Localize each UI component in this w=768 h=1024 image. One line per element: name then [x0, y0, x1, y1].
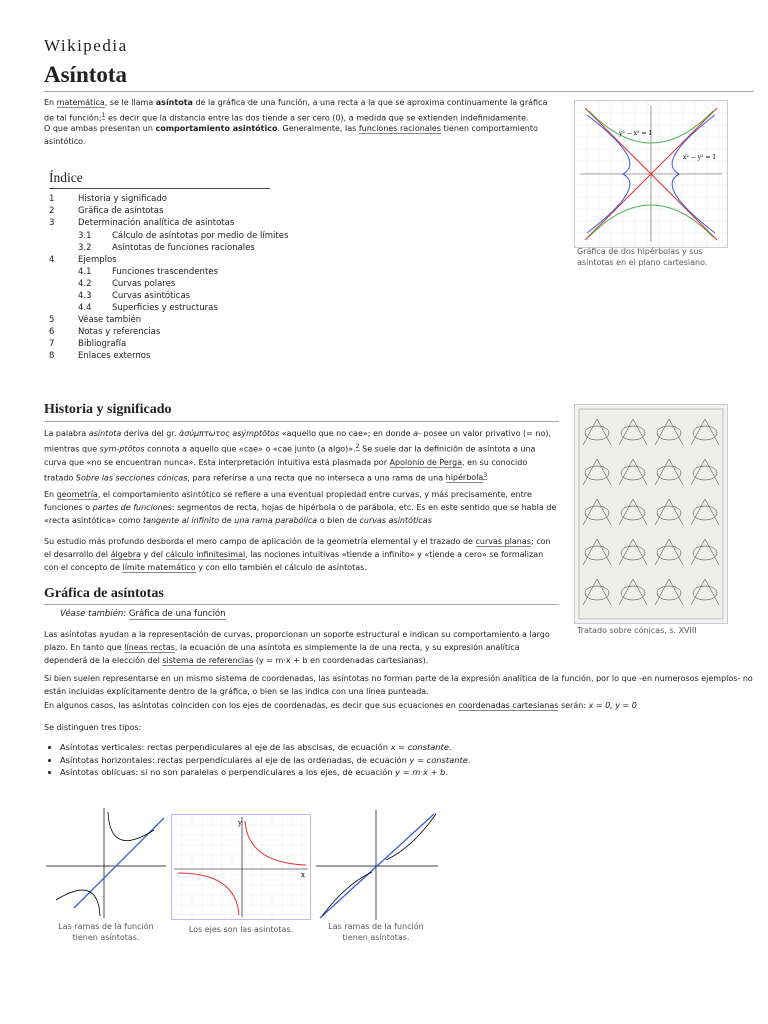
- title-divider: [44, 91, 754, 92]
- link-lineas-rectas[interactable]: líneas rectas: [124, 643, 175, 652]
- toc-item-label: Notas y referencias: [78, 326, 161, 337]
- conics-plate-image[interactable]: [574, 404, 728, 624]
- link-sistema-referencias[interactable]: sistema de referencias: [162, 656, 254, 665]
- historia-paragraph-1: La palabra asíntota deriva del gr. ἀσύμπτωτος asýmptōtos «aquello que no cae»; en donde a- posee un valor privativo (= no), mientras que sym-ptōtos connota a aquello que «cae» o «cae junto (a algo)».$^2$ Se suele dar la definición de asíntota a una curva que «no se encuentran nunca». Esta interpretación intuitiva está plasmada por Apolonio de Perga, en su conocido tratado Sobre las secciones cónicas, para referirse a una recta que no interseca a una rama de una hipérbola$^3$: [44, 429, 552, 483]
- link-calculo[interactable]: cálculo infinitesimal: [165, 550, 246, 559]
- page-title: Asíntota: [44, 62, 128, 87]
- wikipedia-logo[interactable]: Wikipedia: [44, 36, 128, 55]
- link-funciones-racionales[interactable]: funciones racionales: [358, 124, 442, 133]
- toc-title: Índice: [49, 170, 83, 185]
- toc-item-number: 3: [49, 218, 55, 229]
- link-matematica[interactable]: matemática: [56, 98, 105, 107]
- grafica-paragraph-3: En algunos casos, las asíntotas coinciden con los ejes de coordenadas, es decir que sus ecuaciones en coordenadas cartesianas serán: x = 0, y = 0: [44, 701, 637, 710]
- hyperbola-graph: [575, 101, 727, 247]
- section-divider: [44, 421, 559, 422]
- toc-item-number: 3.1: [78, 230, 92, 241]
- graph-1: [46, 808, 166, 918]
- table-of-contents: [49, 170, 309, 364]
- toc-divider: [49, 188, 270, 189]
- conics-caption: Tratado sobre cónicas, s. XVIII: [577, 626, 697, 635]
- toc-item-number: 4: [49, 254, 55, 265]
- toc-item[interactable]: [49, 194, 309, 206]
- toc-item-label: Asíntotas de funciones racionales: [112, 242, 255, 253]
- link-curvas-planas[interactable]: curvas planas: [475, 537, 531, 546]
- toc-item[interactable]: [49, 267, 309, 279]
- toc-item-label: Curvas asintóticas: [112, 290, 191, 301]
- toc-item-number: 4.4: [78, 302, 92, 313]
- figure-caption-1: Las ramas de la función tienen asíntotas.: [58, 922, 154, 942]
- list-item: • Asíntotas oblicuas: si no son paralelas o perpendiculares a los ejes, de ecuación y = m·x + b.: [60, 766, 470, 779]
- toc-item-label: Historia y significado: [78, 194, 167, 204]
- link-grafica-funcion[interactable]: Gráfica de una función: [128, 609, 226, 619]
- toc-item-number: 3.2: [78, 242, 92, 253]
- figure-caption-2: Los ejes son las asíntotas.: [188, 925, 294, 934]
- graph-3: [316, 810, 438, 920]
- toc-item-number: 7: [49, 339, 55, 350]
- graph-2: [172, 815, 310, 919]
- toc-item[interactable]: [49, 206, 309, 218]
- toc-item[interactable]: [49, 218, 309, 230]
- toc-item[interactable]: [49, 291, 309, 303]
- toc-item-label: Cálculo de asíntotas por medio de límites: [112, 230, 289, 241]
- ref-2[interactable]: 2: [355, 443, 360, 450]
- toc-item[interactable]: [49, 231, 309, 243]
- toc-item-number: 6: [49, 326, 55, 337]
- see-also-note: Véase también: Gráfica de una función: [60, 609, 226, 619]
- grafica-paragraph-4: Se distinguen tres tipos:: [44, 723, 142, 732]
- toc-item-label: Curvas polares: [112, 278, 176, 289]
- vertical-oblique-asymptote-figure[interactable]: [46, 808, 166, 918]
- list-item: • Asíntotas verticales: rectas perpendiculares al eje de las abscisas, de ecuación x = constante.: [60, 741, 470, 754]
- link-coordenadas-cartesianas[interactable]: coordenadas cartesianas: [458, 701, 559, 710]
- toc-item[interactable]: [49, 339, 309, 351]
- toc-item-label: Determinación analítica de asíntotas: [78, 218, 235, 229]
- toc-item-number: 1: [49, 194, 55, 204]
- toc-item[interactable]: [49, 255, 309, 267]
- asymptote-types-list: [48, 741, 470, 779]
- link-geometria[interactable]: geometría: [56, 490, 98, 499]
- equation-label-1: y² − x² = 1: [619, 130, 653, 137]
- toc-item-label: Superficies y estructuras: [112, 302, 218, 313]
- intro-paragraph-1: En matemática, se le llama asíntota de la gráfica de una función, a una recta a la que se aproxima continuamente la gráfica de tal función;$^1$ es decir que la distancia entre las dos tiende a ser cero (0), a medida que se extienden indefinidamente.: [44, 98, 548, 123]
- section-divider: [44, 604, 559, 605]
- intro-paragraph-2: O que ambas presentan un comportamiento asintótico. Generalmente, las funciones racionales tienen comportamiento asintótico.: [44, 124, 538, 146]
- historia-paragraph-2: En geometría, el comportamiento asintótico se refiere a una eventual propiedad entre curvas, y más precisamente, entre funciones o partes de funciones: segmentos de recta, hojas de hipérbola o de parábola, etc. Es en este sentido que se habla de «recta asintótica» como tangente al infinito de una rama parabólica o bien de curvas asintóticas: [44, 490, 557, 525]
- section-heading-historia: Historia y significado: [44, 402, 172, 417]
- link-algebra[interactable]: álgebra: [110, 550, 141, 559]
- toc-item-label: Véase también: [78, 314, 142, 325]
- toc-item-number: 4.1: [78, 266, 92, 277]
- toc-item[interactable]: [49, 315, 309, 327]
- x-axis-label: x: [301, 871, 305, 879]
- grafica-paragraph-2: Si bien suelen representarse en un mismo sistema de coordenadas, las asíntotas no forman parte de la expresión analítica de la función, por lo que -en numerosos ejemplos- no están incluidas explícitamente dentro de la gráfica, o bien se las indica con una línea punteada.: [44, 674, 753, 696]
- equation-label-2: x² − y² = 1: [683, 154, 717, 161]
- link-apolonio[interactable]: Apolonio de Perga: [389, 457, 462, 467]
- ref-3[interactable]: 3: [483, 471, 488, 479]
- link-limite[interactable]: límite matemático: [122, 563, 196, 572]
- toc-item[interactable]: [49, 327, 309, 339]
- toc-item[interactable]: [49, 303, 309, 315]
- toc-item[interactable]: [49, 351, 309, 363]
- toc-item[interactable]: [49, 243, 309, 255]
- list-item: • Asíntotas horizontales: rectas perpendiculares al eje de las ordenadas, de ecuación y = constante.: [60, 754, 470, 767]
- toc-item-label: Funciones trascendentes: [112, 266, 218, 277]
- toc-item-number: 2: [49, 206, 55, 217]
- toc-item-number: 4.3: [78, 290, 92, 301]
- toc-item-label: Gráfica de asíntotas: [78, 206, 164, 217]
- figure-caption-3: Las ramas de la función tienen asíntotas.: [328, 922, 424, 942]
- ref-1[interactable]: 1: [101, 112, 106, 119]
- toc-item-label: Ejemplos: [78, 254, 117, 265]
- toc-item[interactable]: [49, 279, 309, 291]
- y-axis-label: y: [238, 819, 242, 827]
- grafica-paragraph-1: Las asíntotas ayudan a la representación de curvas, proporcionan un soporte estructural e indican su comportamiento a largo plazo. En tanto que líneas rectas, la ecuación de una asíntota es simplemente la de una recta, y su expresión analítica dependerá de la elección del sistema de referencias (y = m·x + b en coordenadas cartesianas).: [44, 630, 550, 665]
- toc-item-label: Enlaces externos: [78, 351, 151, 362]
- toc-item-number: 8: [49, 351, 55, 362]
- toc-item-label: Bibliografía: [78, 339, 127, 350]
- oblique-asymptote-figure[interactable]: [316, 810, 438, 920]
- link-hiperbola[interactable]: hipérbola: [445, 473, 484, 483]
- historia-paragraph-3: Su estudio más profundo desborda el mero campo de aplicación de la geometría elemental y el trazado de curvas planas; con el desarrollo del álgebra y del cálculo infinitesimal, las nociones intuitivas «tiende a infinito» y «tiende a cero» se formalizan con el concepto de límite matemático y con ello también el cálculo de asíntotas.: [44, 537, 551, 572]
- section-heading-grafica: Gráfica de asíntotas: [44, 586, 164, 601]
- hyperbola-figure[interactable]: [574, 100, 728, 248]
- axes-asymptote-figure[interactable]: [171, 814, 311, 920]
- toc-item-number: 5: [49, 314, 55, 325]
- conics-engraving: [575, 405, 727, 623]
- hyperbola-caption: Gráfica de dos hipérbolas y sus asíntotas en el plano cartesiano.: [577, 247, 708, 267]
- toc-item-number: 4.2: [78, 278, 92, 289]
